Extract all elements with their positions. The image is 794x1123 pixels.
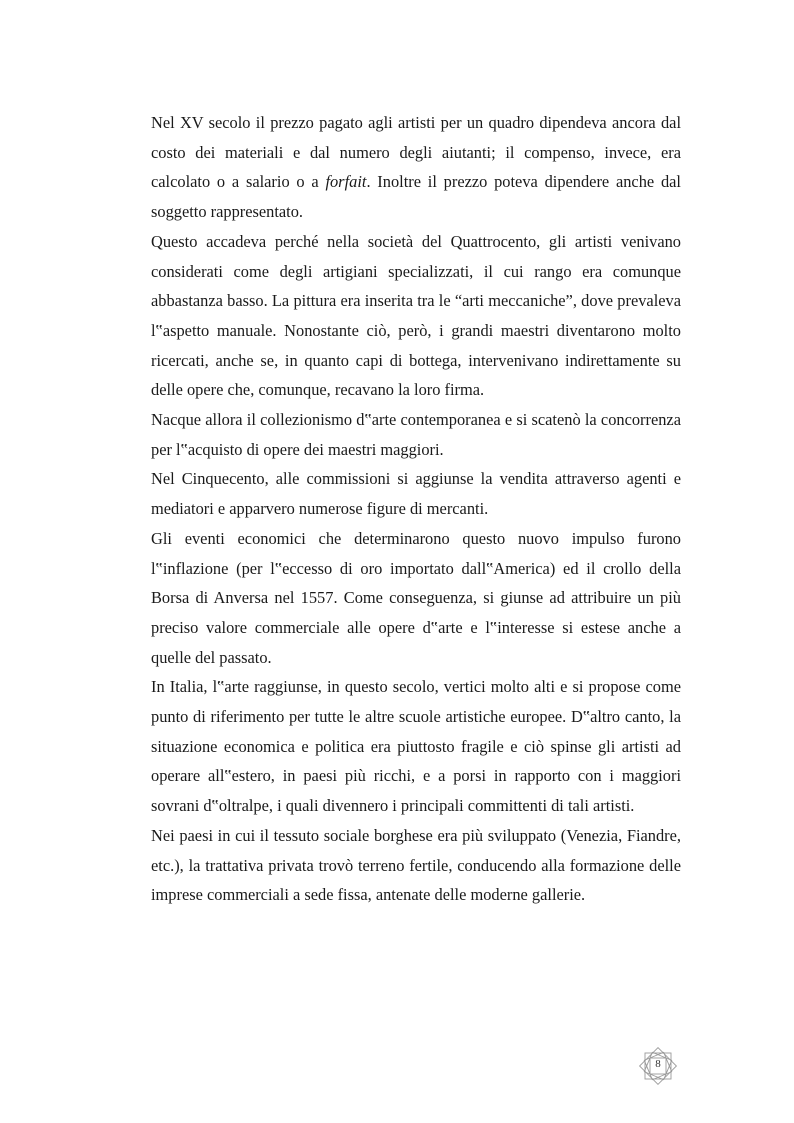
paragraph-5: Gli eventi economici che determinarono questo nuovo impulso furono l‟inflazione (per l‟eccesso di oro importato dall‟America) ed il crollo della Borsa di Anversa nel 1557. Come conseguenza, si giunse ad attribuire un più preciso valore commerciale alle opere d‟arte e l‟interesse si estese anche a quelle del passato.	[151, 528, 681, 667]
paragraph-3: Nacque allora il collezionismo d‟arte contemporanea e si scatenò la concorrenza per l‟acquisto di opere dei maestri maggiori.	[151, 410, 681, 459]
body-text	[151, 108, 681, 910]
paragraph-7: Nei paesi in cui il tessuto sociale borghese era più sviluppato (Venezia, Fiandre, etc.), la trattativa privata trovò terreno fertile, conducendo alla formazione delle imprese commerciali a sede fissa, antenate delle moderne gallerie.	[151, 825, 681, 905]
page-number: 8	[655, 1058, 661, 1070]
paragraph-4: Nel Cinquecento, alle commissioni si aggiunse la vendita attraverso agenti e mediatori e apparvero numerose figure di mercanti.	[151, 469, 681, 519]
page-number-badge	[636, 1044, 680, 1088]
paragraph-2: Questo accadeva perché nella società del Quattrocento, gli artisti venivano considerati come degli artigiani specializzati, il cui rango era comunque abbastanza basso. La pittura era inserita tra le “arti meccaniche”, dove prevaleva l‟aspetto manuale. Nonostante ciò, però, i grandi maestri diventarono molto ricercati, anche se, in quanto capi di bottega, intervenivano indirettamente su delle opere che, comunque, recavano la loro firma.	[151, 231, 681, 400]
italic-term: forfait	[325, 172, 367, 192]
paragraph-6: In Italia, l‟arte raggiunse, in questo secolo, vertici molto alti e si propose come punto di riferimento per tutte le altre scuole artistiche europee. D‟altro canto, la situazione economica e politica era piuttosto fragile e ciò spinse gli artisti ad operare all‟estero, in paesi più ricchi, e a porsi in rapporto con i maggiori sovrani d‟oltralpe, i quali divennero i principali committenti di tali artisti.	[151, 677, 681, 816]
paragraph-1: Nel XV secolo il prezzo pagato agli artisti per un quadro dipendeva ancora dal costo dei materiali e dal numero degli aiutanti; il compenso, invece, era calcolato o a salario o a forfait. Inoltre il prezzo poteva dipendere anche dal soggetto rappresentato.	[151, 113, 681, 222]
